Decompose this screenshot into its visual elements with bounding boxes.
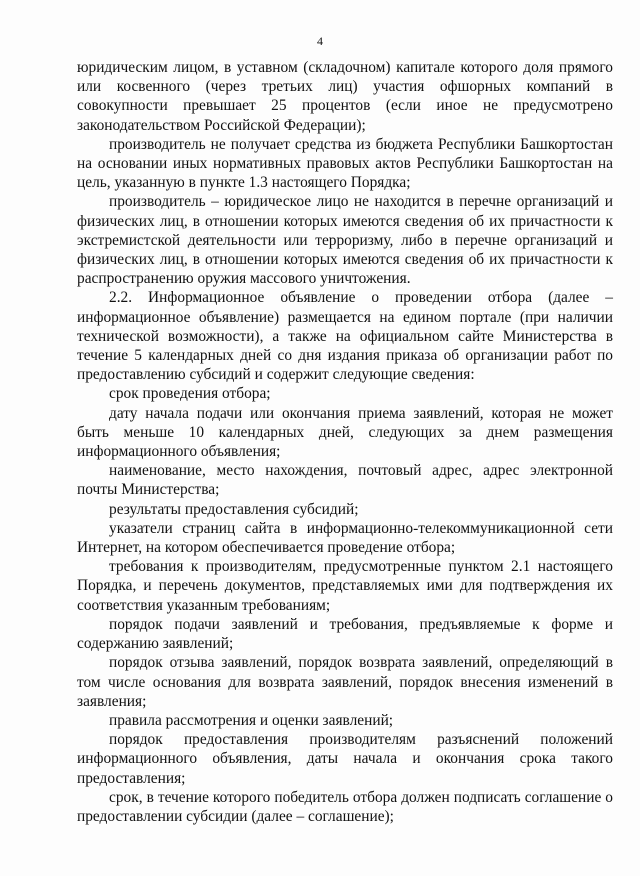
list-item: результаты предоставления субсидий; [109, 500, 359, 518]
list-item: требования к производителям, предусмотренные пунктом 2.1 настоящего Порядка, и перечень документов, представляемых ими для подтверждения их соответствия указанным требованиям; [77, 558, 613, 614]
paragraph: производитель – юридическое лицо не находится в перечне организаций и физических лиц, в отношении которых имеются сведения об их причастности к экстремистской деятельности или терроризму, либо в перечне организаций и физических лиц, в отношении которых имеются сведения об их причастности к распространению оружия массового уничтожения. [77, 193, 613, 288]
document-body [77, 58, 613, 826]
list-item: порядок подачи заявлений и требования, предъявляемые к форме и содержанию заявлений; [77, 615, 613, 653]
page-number: 4 [317, 34, 323, 48]
list-item: наименование, место нахождения, почтовый адрес, адрес электронной почты Министерства; [77, 462, 613, 499]
list-item: срок, в течение которого победитель отбора должен подписать соглашение о предоставлении субсидии (далее – соглашение); [77, 788, 613, 825]
paragraph: производитель не получает средства из бюджета Республики Башкортостан на основании иных нормативных правовых актов Республики Башкортостан на цель, указанную в пункте 1.3 настоящего Порядка; [77, 135, 613, 192]
list-item: порядок предоставления производителям разъяснений положений информационного объявления, даты начала и окончания срока такого предоставления; [77, 731, 613, 787]
paragraph: юридическим лицом, в уставном (складочном) капитале которого доля прямого или косвенного (через третьих лиц) участия офшорных компаний в совокупности превышает 25 процентов (если иное не предусмотрено законодательством Российской Федерации); [77, 59, 613, 134]
paragraph: 2.2. Информационное объявление о проведении отбора (далее – информационное объявление) размещается на едином портале (при наличии технической возможности), а также на официальном сайте Министерства в течение 5 календарных дней со дня издания приказа об организации работ по предоставлению субсидий и содержит следующие сведения: [77, 289, 613, 384]
list-item: порядок отзыва заявлений, порядок возврата заявлений, определяющий в том числе основания для возврата заявлений, порядок внесения изменений в заявления; [77, 654, 613, 710]
list-item: дату начала подачи или окончания приема заявлений, которая не может быть меньше 10 календарных дней, следующих за днем размещения информационного объявления; [77, 404, 613, 461]
list-item: указатели страниц сайта в информационно-телекоммуникационной сети Интернет, на котором обеспечивается проведение отбора; [77, 519, 613, 557]
list-item: правила рассмотрения и оценки заявлений; [109, 711, 394, 729]
list-item: срок проведения отбора; [109, 385, 271, 403]
